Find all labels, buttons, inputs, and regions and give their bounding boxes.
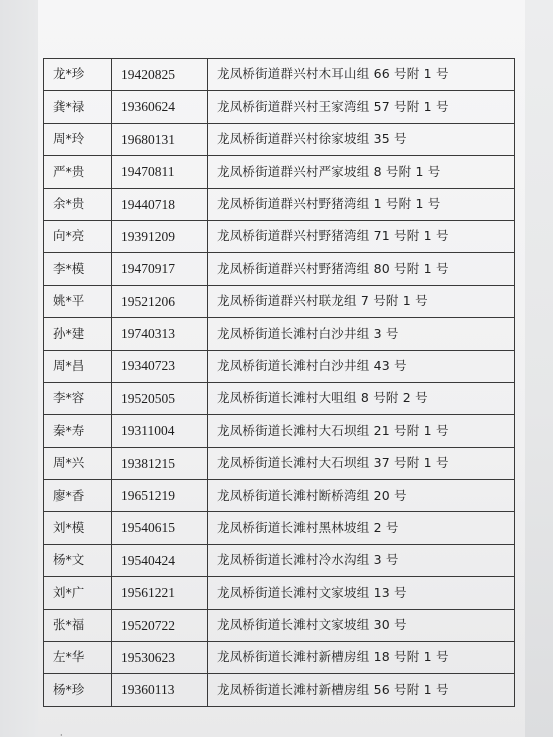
table-row <box>44 609 515 641</box>
address-cell: 龙凤桥街道群兴村野猪湾组 1 号附 1 号 <box>208 188 515 220</box>
address-cell: 龙凤桥街道群兴村徐家坡组 35 号 <box>208 123 515 155</box>
address-cell: 龙凤桥街道长滩村大石坝组 37 号附 1 号 <box>208 447 515 479</box>
resident-name-cell: 余*贵 <box>44 188 112 220</box>
table-row <box>44 350 515 382</box>
birth-date-cell: 19540615 <box>112 512 208 544</box>
address-cell: 龙凤桥街道群兴村王家湾组 57 号附 1 号 <box>208 91 515 123</box>
resident-name-cell: 秦*寿 <box>44 415 112 447</box>
table-row <box>44 512 515 544</box>
address-cell: 龙凤桥街道长滩村新槽房组 18 号附 1 号 <box>208 642 515 674</box>
table-row <box>44 318 515 350</box>
birth-date-cell: 19470917 <box>112 253 208 285</box>
birth-date-cell: 19530623 <box>112 642 208 674</box>
address-cell: 龙凤桥街道群兴村野猪湾组 80 号附 1 号 <box>208 253 515 285</box>
resident-name-cell: 李*容 <box>44 382 112 414</box>
resident-name-cell: 孙*建 <box>44 318 112 350</box>
birth-date-cell: 19311004 <box>112 415 208 447</box>
resident-name-cell: 杨*珍 <box>44 674 112 706</box>
desk-background <box>0 0 38 737</box>
birth-date-cell: 19680131 <box>112 123 208 155</box>
table-row <box>44 123 515 155</box>
birth-date-cell: 19420825 <box>112 59 208 91</box>
resident-name-cell: 龚*禄 <box>44 91 112 123</box>
birth-date-cell: 19360624 <box>112 91 208 123</box>
address-cell: 龙凤桥街道群兴村严家坡组 8 号附 1 号 <box>208 156 515 188</box>
birth-date-cell: 19340723 <box>112 350 208 382</box>
birth-date-cell: 19391209 <box>112 220 208 252</box>
birth-date-cell: 19740313 <box>112 318 208 350</box>
address-cell: 龙凤桥街道长滩村黑林坡组 2 号 <box>208 512 515 544</box>
birth-date-cell: 19381215 <box>112 447 208 479</box>
address-cell: 龙凤桥街道长滩村大石坝组 21 号附 1 号 <box>208 415 515 447</box>
table-row <box>44 674 515 706</box>
birth-date-cell: 19470811 <box>112 156 208 188</box>
resident-name-cell: 左*华 <box>44 642 112 674</box>
address-cell: 龙凤桥街道长滩村白沙井组 43 号 <box>208 350 515 382</box>
table-row <box>44 382 515 414</box>
address-cell: 龙凤桥街道群兴村野猪湾组 71 号附 1 号 <box>208 220 515 252</box>
table-row <box>44 59 515 91</box>
resident-name-cell: 周*兴 <box>44 447 112 479</box>
resident-name-cell: 张*福 <box>44 609 112 641</box>
address-cell: 龙凤桥街道长滩村冷水沟组 3 号 <box>208 544 515 576</box>
table-row <box>44 544 515 576</box>
resident-name-cell: 周*昌 <box>44 350 112 382</box>
resident-name-cell: 严*贵 <box>44 156 112 188</box>
address-cell: 龙凤桥街道长滩村文家坡组 13 号 <box>208 577 515 609</box>
table-row <box>44 415 515 447</box>
birth-date-cell: 19651219 <box>112 480 208 512</box>
resident-name-cell: 龙*珍 <box>44 59 112 91</box>
table-row <box>44 156 515 188</box>
table-row <box>44 188 515 220</box>
birth-date-cell: 19520722 <box>112 609 208 641</box>
birth-date-cell: 19360113 <box>112 674 208 706</box>
resident-name-cell: 李*模 <box>44 253 112 285</box>
table-row <box>44 480 515 512</box>
address-cell: 龙凤桥街道群兴村木耳山组 66 号附 1 号 <box>208 59 515 91</box>
table-row <box>44 285 515 317</box>
address-cell: 龙凤桥街道长滩村断桥湾组 20 号 <box>208 480 515 512</box>
resident-name-cell: 向*亮 <box>44 220 112 252</box>
resident-table-body <box>44 59 515 707</box>
table-row <box>44 642 515 674</box>
address-cell: 龙凤桥街道长滩村新槽房组 56 号附 1 号 <box>208 674 515 706</box>
address-cell: 龙凤桥街道长滩村大咀组 8 号附 2 号 <box>208 382 515 414</box>
address-cell: 龙凤桥街道长滩村白沙井组 3 号 <box>208 318 515 350</box>
address-cell: 龙凤桥街道群兴村联龙组 7 号附 1 号 <box>208 285 515 317</box>
table-row <box>44 447 515 479</box>
birth-date-cell: 19520505 <box>112 382 208 414</box>
table-row <box>44 577 515 609</box>
birth-date-cell: 19561221 <box>112 577 208 609</box>
table-row <box>44 220 515 252</box>
resident-name-cell: 刘*广 <box>44 577 112 609</box>
resident-name-cell: 廖*香 <box>44 480 112 512</box>
resident-name-cell: 刘*模 <box>44 512 112 544</box>
page-corner-mark: · <box>60 731 63 737</box>
table-row <box>44 91 515 123</box>
resident-name-cell: 周*玲 <box>44 123 112 155</box>
birth-date-cell: 19521206 <box>112 285 208 317</box>
resident-name-cell: 姚*平 <box>44 285 112 317</box>
table-row <box>44 253 515 285</box>
birth-date-cell: 19440718 <box>112 188 208 220</box>
birth-date-cell: 19540424 <box>112 544 208 576</box>
resident-name-cell: 杨*文 <box>44 544 112 576</box>
address-cell: 龙凤桥街道长滩村文家坡组 30 号 <box>208 609 515 641</box>
resident-table <box>43 58 515 707</box>
